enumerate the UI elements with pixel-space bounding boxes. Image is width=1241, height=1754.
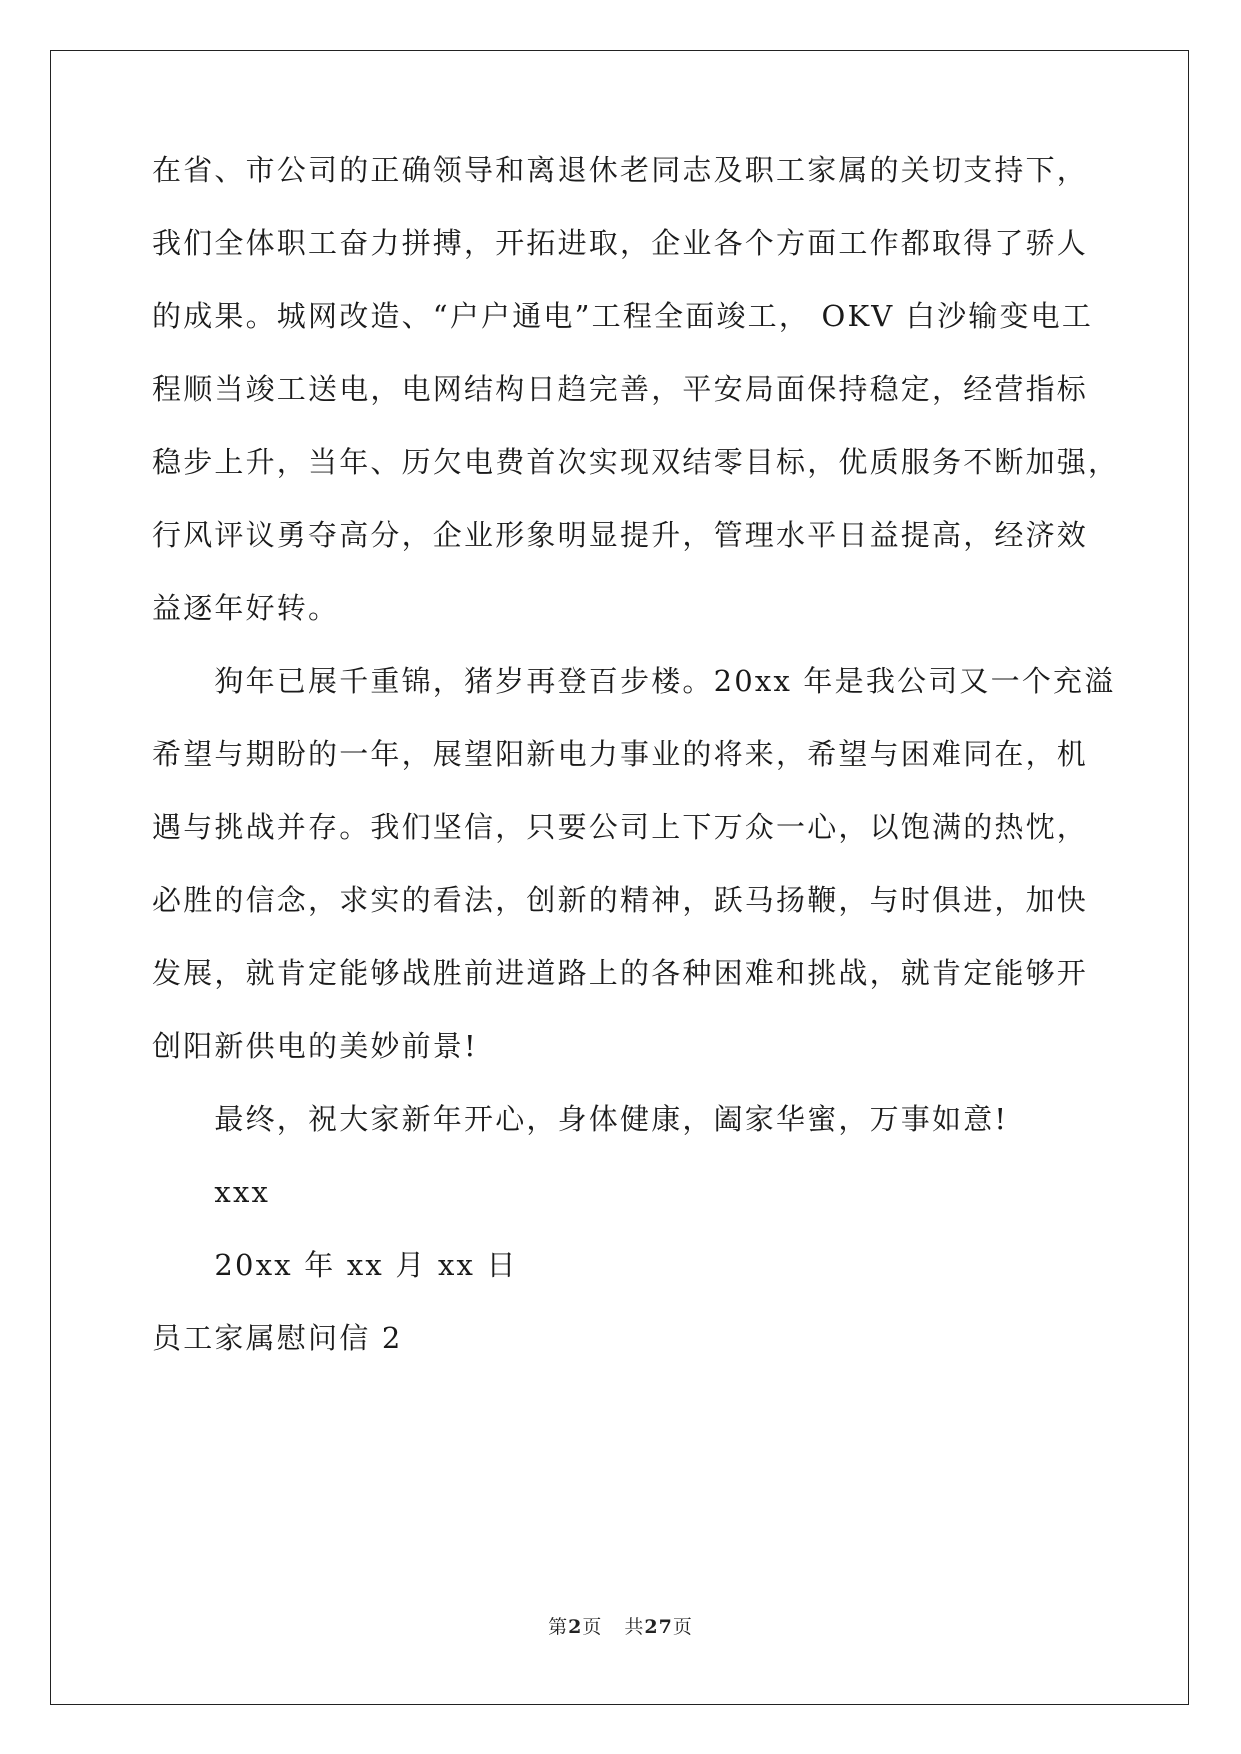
text-line: 遇与挑战并存。我们坚信，只要公司上下万众一心，以饱满的热忱，: [152, 810, 1089, 844]
text-line: 创阳新供电的美妙前景!: [152, 1029, 478, 1063]
total-prefix: 共: [624, 1616, 645, 1638]
text-line: 必胜的信念，求实的看法，创新的精神，跃马扬鞭，与时俱进，加快: [152, 883, 1089, 917]
signature: xxx: [152, 1175, 271, 1209]
total-unit: 页: [672, 1616, 693, 1638]
text-line: 在省、市公司的正确领导和离退休老同志及职工家属的关切支持下，: [152, 153, 1089, 187]
text-line: 我们全体职工奋力拼搏，开拓进取，企业各个方面工作都取得了骄人: [152, 226, 1089, 260]
text-line: 稳步上升，当年、历欠电费首次实现双结零目标，优质服务不断加强，: [152, 445, 1120, 479]
text-line: 发展，就肯定能够战胜前进道路上的各种困难和挑战，就肯定能够开: [152, 956, 1089, 990]
closing-wishes: 最终，祝大家新年开心，身体健康，阖家华蜜，万事如意!: [152, 1102, 1009, 1136]
text-line: 行风评议勇夺高分，企业形象明显提升，管理水平日益提高，经济效: [152, 518, 1089, 552]
text-line: 程顺当竣工送电，电网结构日趋完善，平安局面保持稳定，经营指标: [152, 372, 1089, 406]
page-total: 27: [644, 1616, 673, 1638]
page-footer: [0, 1612, 1241, 1639]
date-line: 20xx 年 xx 月 xx 日: [152, 1248, 518, 1282]
page-unit: 页: [582, 1616, 603, 1638]
section-heading: 员工家属慰问信 2: [152, 1321, 403, 1355]
page-current: 2: [568, 1616, 583, 1638]
text-line: 希望与期盼的一年，展望阳新电力事业的将来，希望与困难同在，机: [152, 737, 1089, 771]
text-line: 狗年已展千重锦，猪岁再登百步楼。20xx 年是我公司又一个充溢: [152, 664, 1116, 698]
text-line: 益逐年好转。: [152, 591, 340, 625]
text-line: 的成果。城网改造、“户户通电”工程全面竣工， OKV 白沙输变电工: [152, 299, 1094, 333]
page-prefix: 第: [548, 1616, 569, 1638]
